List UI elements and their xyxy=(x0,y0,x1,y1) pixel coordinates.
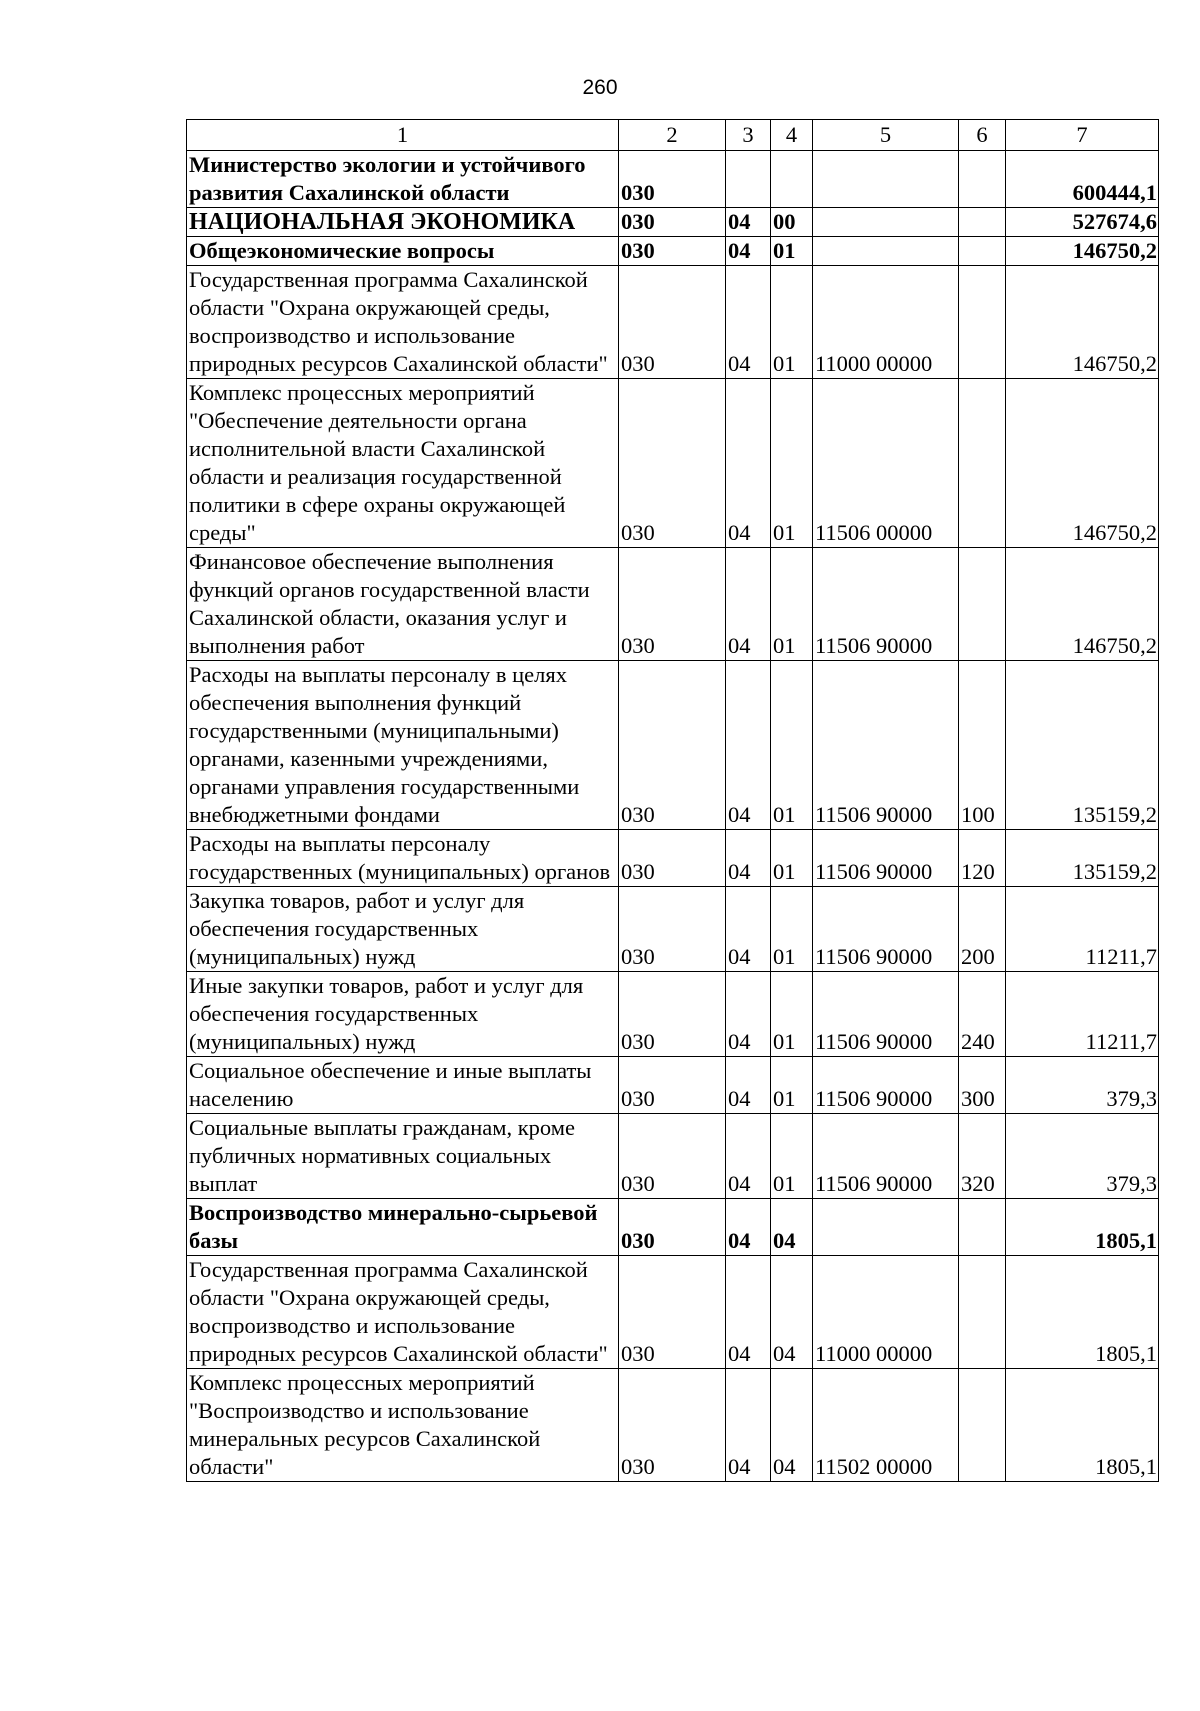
row-ved-code-cell: 030 xyxy=(619,661,726,830)
row-expense-type-cell xyxy=(959,379,1006,548)
row-ved-code-cell: 030 xyxy=(619,830,726,887)
row-ved-code-cell: 030 xyxy=(619,548,726,661)
row-expense-type-cell: 200 xyxy=(959,887,1006,972)
row-section-code-cell: 04 xyxy=(726,548,771,661)
table-row xyxy=(187,266,1159,379)
row-target-article-cell xyxy=(813,237,959,266)
row-subsection-code-cell: 01 xyxy=(771,887,813,972)
row-target-article-cell: 11506 90000 xyxy=(813,830,959,887)
row-name-cell: Расходы на выплаты персоналу в целях обеспечения выполнения функций государственными (муниципальными) органами, казенными учреждениями, органами управления государственными внебюджетными фондами xyxy=(187,661,619,830)
column-header-5: 5 xyxy=(813,120,959,151)
row-amount-cell: 1805,1 xyxy=(1006,1256,1159,1369)
row-subsection-code-cell: 04 xyxy=(771,1256,813,1369)
table-row xyxy=(187,830,1159,887)
table-row xyxy=(187,208,1159,237)
row-section-code-cell: 04 xyxy=(726,972,771,1057)
row-name-cell: Комплекс процессных мероприятий "Обеспечение деятельности органа исполнительной власти Сахалинской области и реализация государственной политики в сфере охраны окружающей среды" xyxy=(187,379,619,548)
row-target-article-cell: 11506 00000 xyxy=(813,379,959,548)
row-name-cell: Финансовое обеспечение выполнения функций органов государственной власти Сахалинской области, оказания услуг и выполнения работ xyxy=(187,548,619,661)
row-ved-code-cell: 030 xyxy=(619,1199,726,1256)
row-subsection-code-cell: 04 xyxy=(771,1369,813,1482)
column-header-3: 3 xyxy=(726,120,771,151)
row-expense-type-cell xyxy=(959,237,1006,266)
row-section-code-cell: 04 xyxy=(726,237,771,266)
row-subsection-code-cell xyxy=(771,151,813,208)
row-ved-code-cell: 030 xyxy=(619,1114,726,1199)
row-amount-cell: 1805,1 xyxy=(1006,1199,1159,1256)
table-row xyxy=(187,661,1159,830)
row-expense-type-cell xyxy=(959,208,1006,237)
row-target-article-cell xyxy=(813,1199,959,1256)
row-ved-code-cell: 030 xyxy=(619,208,726,237)
budget-table xyxy=(186,119,1159,1482)
row-name-cell: Государственная программа Сахалинской области "Охрана окружающей среды, воспроизводство и использование природных ресурсов Сахалинской области" xyxy=(187,1256,619,1369)
row-name-cell: Социальные выплаты гражданам, кроме публичных нормативных социальных выплат xyxy=(187,1114,619,1199)
column-header-6: 6 xyxy=(959,120,1006,151)
row-target-article-cell: 11506 90000 xyxy=(813,1114,959,1199)
table-row xyxy=(187,887,1159,972)
table-row xyxy=(187,1057,1159,1114)
row-ved-code-cell: 030 xyxy=(619,1057,726,1114)
row-target-article-cell: 11506 90000 xyxy=(813,887,959,972)
row-subsection-code-cell: 01 xyxy=(771,266,813,379)
row-amount-cell: 527674,6 xyxy=(1006,208,1159,237)
row-expense-type-cell xyxy=(959,151,1006,208)
row-expense-type-cell xyxy=(959,266,1006,379)
row-ved-code-cell: 030 xyxy=(619,237,726,266)
row-name-cell: Закупка товаров, работ и услуг для обеспечения государственных (муниципальных) нужд xyxy=(187,887,619,972)
row-section-code-cell: 04 xyxy=(726,1199,771,1256)
table-row xyxy=(187,237,1159,266)
row-target-article-cell: 11506 90000 xyxy=(813,972,959,1057)
row-name-cell: Иные закупки товаров, работ и услуг для обеспечения государственных (муниципальных) нужд xyxy=(187,972,619,1057)
row-target-article-cell: 11506 90000 xyxy=(813,661,959,830)
table-body xyxy=(187,120,1159,1482)
row-subsection-code-cell: 00 xyxy=(771,208,813,237)
row-amount-cell: 600444,1 xyxy=(1006,151,1159,208)
row-ved-code-cell: 030 xyxy=(619,379,726,548)
row-name-cell: Расходы на выплаты персоналу государственных (муниципальных) органов xyxy=(187,830,619,887)
row-section-code-cell: 04 xyxy=(726,1114,771,1199)
row-amount-cell: 11211,7 xyxy=(1006,887,1159,972)
row-name-cell: Министерство экологии и устойчивого развития Сахалинской области xyxy=(187,151,619,208)
column-header-7: 7 xyxy=(1006,120,1159,151)
row-subsection-code-cell: 01 xyxy=(771,379,813,548)
row-name-cell: НАЦИОНАЛЬНАЯ ЭКОНОМИКА xyxy=(187,208,619,237)
row-target-article-cell: 11506 90000 xyxy=(813,548,959,661)
row-name-cell: Государственная программа Сахалинской области "Охрана окружающей среды, воспроизводство и использование природных ресурсов Сахалинской области" xyxy=(187,266,619,379)
row-subsection-code-cell: 01 xyxy=(771,830,813,887)
row-expense-type-cell: 100 xyxy=(959,661,1006,830)
row-subsection-code-cell: 01 xyxy=(771,1057,813,1114)
row-target-article-cell: 11506 90000 xyxy=(813,1057,959,1114)
table-row xyxy=(187,379,1159,548)
table-row xyxy=(187,972,1159,1057)
row-target-article-cell: 11000 00000 xyxy=(813,1256,959,1369)
column-header-2: 2 xyxy=(619,120,726,151)
row-target-article-cell xyxy=(813,151,959,208)
row-expense-type-cell xyxy=(959,1369,1006,1482)
table-row xyxy=(187,1199,1159,1256)
row-subsection-code-cell: 04 xyxy=(771,1199,813,1256)
table-row xyxy=(187,548,1159,661)
column-header-1: 1 xyxy=(187,120,619,151)
row-amount-cell: 379,3 xyxy=(1006,1057,1159,1114)
row-section-code-cell: 04 xyxy=(726,661,771,830)
row-expense-type-cell xyxy=(959,548,1006,661)
table-row xyxy=(187,151,1159,208)
header-row xyxy=(187,120,1159,151)
row-expense-type-cell xyxy=(959,1199,1006,1256)
row-name-cell: Социальное обеспечение и иные выплаты населению xyxy=(187,1057,619,1114)
row-section-code-cell: 04 xyxy=(726,1369,771,1482)
row-name-cell: Комплекс процессных мероприятий "Воспроизводство и использование минеральных ресурсов Сахалинской области" xyxy=(187,1369,619,1482)
column-header-4: 4 xyxy=(771,120,813,151)
row-ved-code-cell: 030 xyxy=(619,1256,726,1369)
row-subsection-code-cell: 01 xyxy=(771,1114,813,1199)
row-amount-cell: 135159,2 xyxy=(1006,830,1159,887)
row-section-code-cell: 04 xyxy=(726,887,771,972)
row-section-code-cell: 04 xyxy=(726,830,771,887)
row-name-cell: Воспроизводство минерально-сырьевой базы xyxy=(187,1199,619,1256)
row-ved-code-cell: 030 xyxy=(619,266,726,379)
row-amount-cell: 146750,2 xyxy=(1006,379,1159,548)
row-subsection-code-cell: 01 xyxy=(771,548,813,661)
table-row xyxy=(187,1369,1159,1482)
row-expense-type-cell: 240 xyxy=(959,972,1006,1057)
page-number: 260 xyxy=(582,76,618,99)
row-subsection-code-cell: 01 xyxy=(771,972,813,1057)
row-target-article-cell: 11502 00000 xyxy=(813,1369,959,1482)
row-name-cell: Общеэкономические вопросы xyxy=(187,237,619,266)
row-subsection-code-cell: 01 xyxy=(771,661,813,830)
row-section-code-cell: 04 xyxy=(726,266,771,379)
table-row xyxy=(187,1256,1159,1369)
row-amount-cell: 146750,2 xyxy=(1006,548,1159,661)
row-section-code-cell: 04 xyxy=(726,208,771,237)
row-amount-cell: 146750,2 xyxy=(1006,237,1159,266)
row-section-code-cell: 04 xyxy=(726,1256,771,1369)
row-section-code-cell xyxy=(726,151,771,208)
row-amount-cell: 146750,2 xyxy=(1006,266,1159,379)
row-amount-cell: 379,3 xyxy=(1006,1114,1159,1199)
row-target-article-cell: 11000 00000 xyxy=(813,266,959,379)
row-ved-code-cell: 030 xyxy=(619,1369,726,1482)
row-expense-type-cell: 300 xyxy=(959,1057,1006,1114)
row-expense-type-cell: 120 xyxy=(959,830,1006,887)
table-row xyxy=(187,1114,1159,1199)
row-amount-cell: 11211,7 xyxy=(1006,972,1159,1057)
row-section-code-cell: 04 xyxy=(726,1057,771,1114)
row-subsection-code-cell: 01 xyxy=(771,237,813,266)
row-amount-cell: 135159,2 xyxy=(1006,661,1159,830)
row-expense-type-cell: 320 xyxy=(959,1114,1006,1199)
row-section-code-cell: 04 xyxy=(726,379,771,548)
row-ved-code-cell: 030 xyxy=(619,972,726,1057)
row-target-article-cell xyxy=(813,208,959,237)
row-expense-type-cell xyxy=(959,1256,1006,1369)
row-ved-code-cell: 030 xyxy=(619,887,726,972)
row-amount-cell: 1805,1 xyxy=(1006,1369,1159,1482)
row-ved-code-cell: 030 xyxy=(619,151,726,208)
